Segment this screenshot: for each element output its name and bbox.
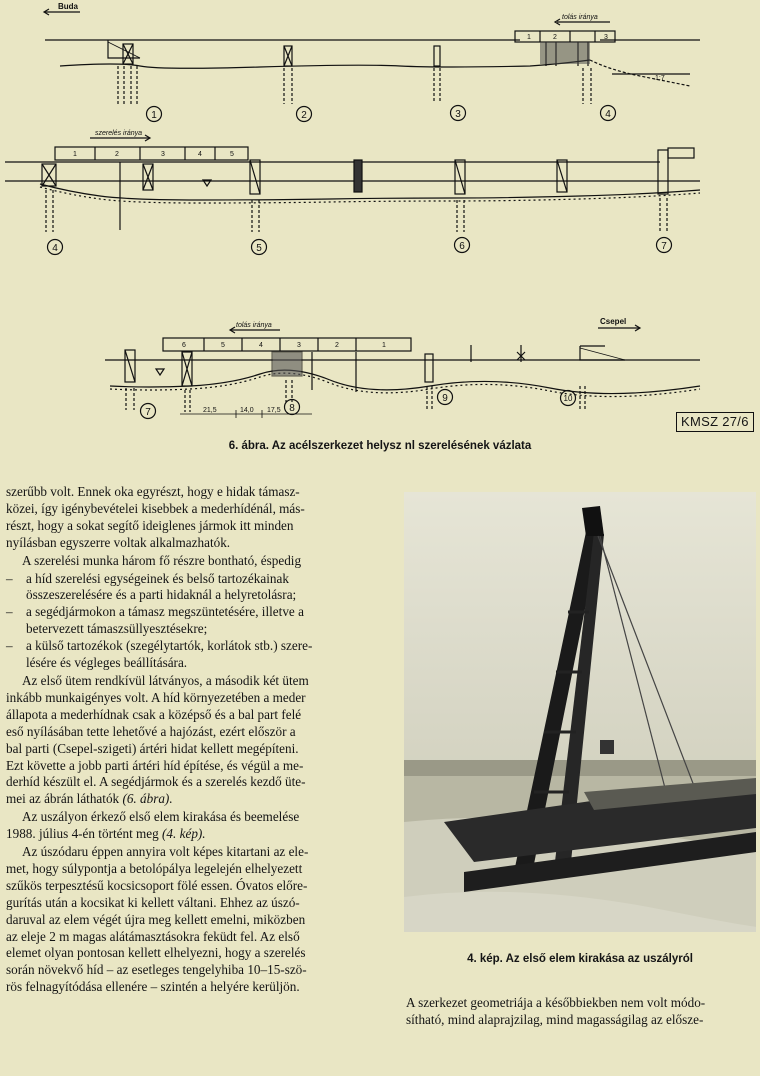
pier-label-7b: 7 [145, 407, 151, 418]
pier-label-9: 9 [442, 393, 448, 404]
pier-label-10: 10 [563, 394, 573, 403]
figure-caption: 6. ábra. Az acélszerkezet helysz nl szerelésének vázlata [228, 440, 532, 452]
deck3-seg-5: 5 [221, 342, 225, 349]
list-item: – a híd szerelési egységeinek és belső tartozékainak összeszerelésére és a parti hidaknál a helyretolásra; [6, 570, 297, 603]
deck2-seg-5: 5 [230, 151, 234, 158]
deck2-seg-3: 3 [161, 151, 165, 158]
paragraph-2: A szerelési munka három fő részre bontható, éspedig [22, 552, 302, 568]
figure-reference: (6. ábra). [122, 791, 173, 807]
paragraph-4: Az uszályon érkező első elem kirakása és beemelése 1988. július 4-én történt meg (4. kép). [6, 809, 300, 842]
paragraph-3: Az első ütem rendkívül látványos, a második két ütem inkább munkaigényes volt. A híd környezetében a meder állapota a mederhídnak csak a középső és a bal part felé eső nyílásában tette lehetővé a hajózást, ezért először a bal parti (Csepel-szigeti) ártéri hidat kellett megépíteni. Ezt követte a jobb parti ártéri híd építése, és végül a me- derhíd készült el. A segédjármok és a szerelés kezdő üte- mei az ábrán láthatók (6. ábra). [6, 672, 309, 807]
deck3-seg-3: 3 [297, 342, 301, 349]
pier-label-3: 3 [455, 109, 461, 120]
pier-label-4: 4 [605, 109, 611, 120]
pier-label-7: 7 [661, 241, 667, 252]
left-text-column [6, 484, 358, 997]
pier-label-4b: 4 [52, 243, 58, 254]
label-push-direction-2: tolás iránya [236, 322, 272, 329]
pier-label-2: 2 [301, 110, 307, 121]
deck2-seg-1: 1 [73, 151, 77, 158]
label-push-direction-1: tolás iránya [562, 14, 598, 21]
deck2-seg-2: 2 [115, 151, 119, 158]
pier-label-1: 1 [151, 110, 157, 121]
label-slope: 1:7 [655, 75, 665, 82]
label-buda: Buda [58, 2, 78, 11]
dim-21-5: 21,5 [203, 407, 217, 414]
crane-photo [404, 492, 756, 932]
right-text-column [406, 994, 756, 1028]
pier-label-8: 8 [289, 403, 295, 414]
deck1-seg-1: 1 [527, 34, 531, 41]
paragraph-1: szerűbb volt. Ennek oka egyrészt, hogy e hidak támasz- közei, így igénybevételei kisebbek a mederhídénál, más- részt, hogy a sokat segítő ideiglenes jármok itt minden nyílásban egyszerre voltak alkalmazhatók. [6, 484, 305, 550]
label-assembly-direction: szerelés iránya [95, 130, 143, 137]
deck3-seg-1: 1 [382, 342, 386, 349]
deck1-seg-3: 3 [604, 34, 608, 41]
pier-label-5: 5 [256, 243, 262, 254]
deck3-seg-2: 2 [335, 342, 339, 349]
deck3-seg-6: 6 [182, 342, 186, 349]
paragraph-5: Az úszódaru éppen annyira volt képes kitartani az ele- met, hogy súlypontja a betolópálya legelején elhelyezett szűkös terpesztésű kocsicsoport fölé essen. Óvatos előre- gurítás után a kocsikat ki kellett váltani. Ehhez az úszó- daruval az elem végét újra meg kellett emelni, miközben az eleje 2 m magas alátámasztásokra feküdt fel. Az első elemet olyan pontosan kellett elhelyezni, hogy a szerelés során növekvő híd – az esetleges tengelyhiba 10–15-szö- rös felnagyítódása ellenére – szintén a helyére kerüljön. [6, 844, 309, 995]
deck3-seg-4: 4 [259, 342, 263, 349]
list-item: – a külső tartozékok (szegélytartók, korlátok stb.) szere- lésére és végleges beállítására. [6, 638, 313, 671]
deck1-seg-2: 2 [553, 34, 557, 41]
figure-code-badge: KMSZ 27/6 [676, 412, 754, 432]
dim-14-0: 14,0 [240, 407, 254, 414]
deck2-seg-4: 4 [198, 151, 202, 158]
dim-17-5: 17,5 [267, 407, 281, 414]
label-csepel: Csepel [600, 317, 627, 326]
pier-label-6: 6 [459, 241, 465, 252]
construction-diagram [0, 0, 760, 440]
paragraph-6: A szerkezet geometriája a későbbiekben nem volt módo- sítható, mind alaprajzilag, mind magasságilag az elősze- [406, 995, 706, 1027]
photo-caption: 4. kép. Az első elem kirakása az uszályról [467, 953, 693, 965]
photo-reference: (4. kép). [162, 826, 206, 842]
list-item: – a segédjármokon a támasz megszüntetésére, illetve a betervezett támaszsüllyesztésekre; [6, 604, 304, 637]
